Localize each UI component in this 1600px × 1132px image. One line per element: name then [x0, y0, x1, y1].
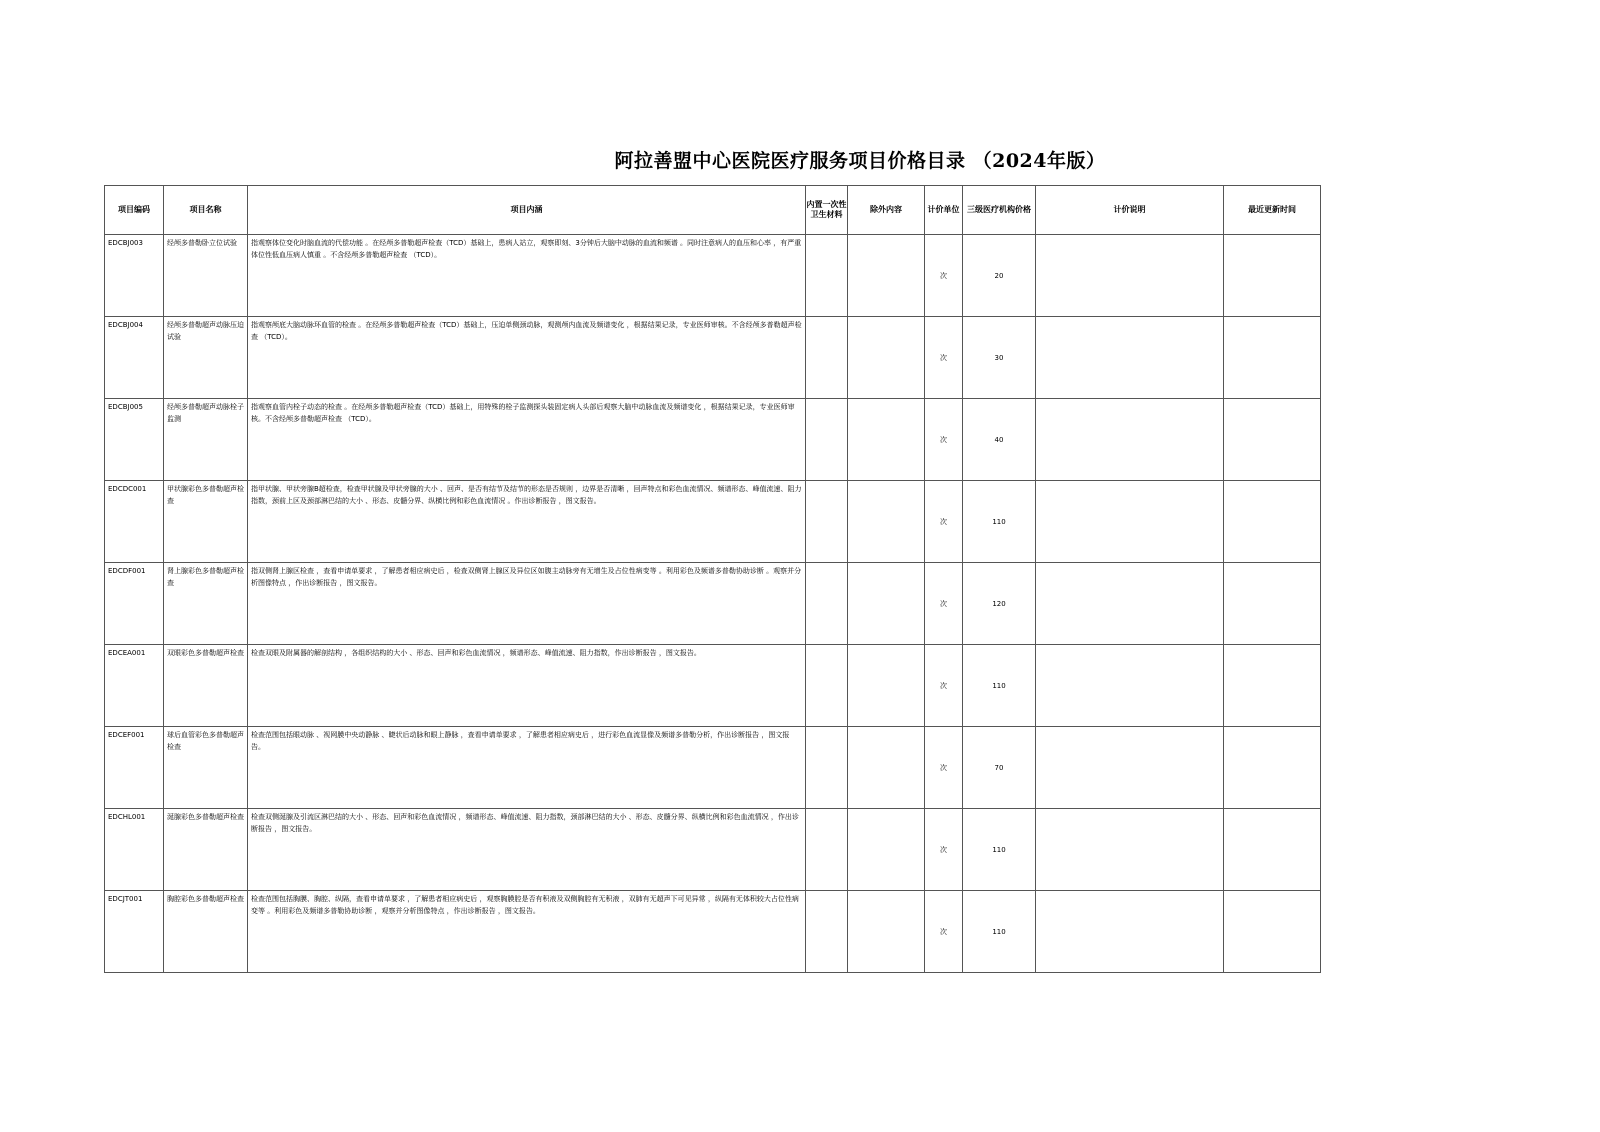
- item-material: [806, 399, 848, 481]
- item-unit: 次: [925, 891, 963, 973]
- header-content: 项目内涵: [248, 186, 806, 235]
- table-row: [105, 399, 1321, 481]
- table-row: [105, 481, 1321, 563]
- item-name: 经颅多普勒卧立位试验: [164, 235, 248, 317]
- item-price: 40: [963, 399, 1036, 481]
- header-note: 计价说明: [1036, 186, 1224, 235]
- item-updated: [1224, 727, 1321, 809]
- item-name: 甲状腺彩色多普勒超声检查: [164, 481, 248, 563]
- item-content: 指观察体位变化时脑血流的代偿功能 。在经颅多普勒超声检查（TCD）基础上，患病人站立，观察即刻、3分钟后大脑中动脉的血流和频谱 。同时注意病人的血压和心率 ，有严重体位性低血压病人慎重 。不含经颅多普勒超声检查 （TCD）。: [248, 235, 806, 317]
- item-code: EDCHL001: [105, 809, 164, 891]
- item-note: [1036, 563, 1224, 645]
- item-material: [806, 481, 848, 563]
- item-note: [1036, 235, 1224, 317]
- item-excluded: [848, 645, 925, 727]
- item-code: EDCEF001: [105, 727, 164, 809]
- page-title: 阿拉善盟中心医院医疗服务项目价格目录 （2024年版）: [614, 150, 1106, 172]
- item-material: [806, 563, 848, 645]
- header-updated: 最近更新时间: [1224, 186, 1321, 235]
- item-code: EDCDC001: [105, 481, 164, 563]
- item-content: 指双侧肾上腺区检查 ，查看申请单要求 ，了解患者相应病史后 ，检查双侧肾上腺区及异位区如腹主动脉旁有无增生及占位性病变等 。利用彩色及频谱多普勒协助诊断 。观察并分析图像特点 ，作出诊断报告 ，图文报告。: [248, 563, 806, 645]
- item-material: [806, 645, 848, 727]
- item-material: [806, 317, 848, 399]
- item-content: 指甲状腺、甲状旁腺B超检查，检查甲状腺及甲状旁腺的大小 、回声、是否有结节及结节的形态是否规则 ，边界是否清晰 ，回声特点和彩色血流情况、频谱形态、峰值流速、阻力指数，颈前上区及颈部淋巴结的大小 、形态、皮髓分界、纵横比例和彩色血流情况 。作出诊断报告 ，图文报告。: [248, 481, 806, 563]
- item-updated: [1224, 481, 1321, 563]
- item-name: 肾上腺彩色多普勒超声检查: [164, 563, 248, 645]
- item-name: 双眼彩色多普勒超声检查: [164, 645, 248, 727]
- header-row: [105, 186, 1321, 235]
- price-table: [104, 185, 1321, 973]
- item-unit: 次: [925, 235, 963, 317]
- item-content: 指观察颅底大脑动脉环血管的检查 。在经颅多普勒超声检查（TCD）基础上，压迫单侧颈动脉，观测颅内血流及频谱变化 ，根据结果记录，专业医师审核。不含经颅多普勒超声检查 （TCD）。: [248, 317, 806, 399]
- table-row: [105, 235, 1321, 317]
- item-material: [806, 891, 848, 973]
- item-excluded: [848, 317, 925, 399]
- item-content: 检查范围包括眼动脉 、视网膜中央动静脉 、睫状后动脉和眼上静脉 ，查看申请单要求 ，了解患者相应病史后 ，进行彩色血流显像及频谱多普勒分析，作出诊断报告 ，图文报告。: [248, 727, 806, 809]
- table-row: [105, 891, 1321, 973]
- item-unit: 次: [925, 727, 963, 809]
- table-row: [105, 645, 1321, 727]
- item-price: 110: [963, 481, 1036, 563]
- item-updated: [1224, 399, 1321, 481]
- item-note: [1036, 317, 1224, 399]
- item-excluded: [848, 481, 925, 563]
- item-price: 110: [963, 645, 1036, 727]
- item-price: 20: [963, 235, 1036, 317]
- item-note: [1036, 891, 1224, 973]
- item-material: [806, 235, 848, 317]
- header-name: 项目名称: [164, 186, 248, 235]
- item-name: 经颅多普勒超声动脉压迫试验: [164, 317, 248, 399]
- header-code: 项目编码: [105, 186, 164, 235]
- item-code: EDCBJ004: [105, 317, 164, 399]
- item-note: [1036, 481, 1224, 563]
- item-note: [1036, 645, 1224, 727]
- item-unit: 次: [925, 809, 963, 891]
- item-excluded: [848, 891, 925, 973]
- item-excluded: [848, 727, 925, 809]
- item-excluded: [848, 809, 925, 891]
- item-updated: [1224, 563, 1321, 645]
- item-name: 涎腺彩色多普勒超声检查: [164, 809, 248, 891]
- item-name: 球后血管彩色多普勒超声检查: [164, 727, 248, 809]
- table-row: [105, 809, 1321, 891]
- item-updated: [1224, 809, 1321, 891]
- item-excluded: [848, 399, 925, 481]
- item-unit: 次: [925, 481, 963, 563]
- item-updated: [1224, 645, 1321, 727]
- item-code: EDCJT001: [105, 891, 164, 973]
- item-updated: [1224, 317, 1321, 399]
- item-excluded: [848, 563, 925, 645]
- table-row: [105, 317, 1321, 399]
- table-row: [105, 727, 1321, 809]
- item-code: EDCBJ003: [105, 235, 164, 317]
- item-note: [1036, 399, 1224, 481]
- item-updated: [1224, 891, 1321, 973]
- item-material: [806, 809, 848, 891]
- item-name: 经颅多普勒超声动脉栓子监测: [164, 399, 248, 481]
- item-note: [1036, 809, 1224, 891]
- header-material: 内置一次性卫生材料: [806, 186, 848, 235]
- item-note: [1036, 727, 1224, 809]
- item-unit: 次: [925, 317, 963, 399]
- item-material: [806, 727, 848, 809]
- item-updated: [1224, 235, 1321, 317]
- item-price: 110: [963, 891, 1036, 973]
- item-content: 检查范围包括胸膜、胸腔、纵隔，查看申请单要求 ，了解患者相应病史后 ，观察胸膜腔是否有积液及双侧胸腔有无积液 ，双肺有无超声下可见异常 ，纵隔有无体积较大占位性病变等 。利用彩色及频谱多普勒协助诊断 ，观察并分析图像特点 ，作出诊断报告 ，图文报告。: [248, 891, 806, 973]
- item-unit: 次: [925, 399, 963, 481]
- item-price: 30: [963, 317, 1036, 399]
- item-content: 检查双侧涎腺及引流区淋巴结的大小 、形态、回声和彩色血流情况 ，频谱形态、峰值流速、阻力指数，颈部淋巴结的大小 、形态、皮髓分界、纵横比例和彩色血流情况 ，作出诊断报告 ，图文报告。: [248, 809, 806, 891]
- item-excluded: [848, 235, 925, 317]
- item-unit: 次: [925, 563, 963, 645]
- header-unit: 计价单位: [925, 186, 963, 235]
- item-code: EDCEA001: [105, 645, 164, 727]
- header-price: 三级医疗机构价格: [963, 186, 1036, 235]
- table-row: [105, 563, 1321, 645]
- header-excluded: 除外内容: [848, 186, 925, 235]
- item-code: EDCBJ005: [105, 399, 164, 481]
- item-content: 检查双眼及附属器的解剖结构 ，各组织结构的大小 、形态、回声和彩色血流情况 ，频谱形态、峰值流速、阻力指数，作出诊断报告 ，图文报告。: [248, 645, 806, 727]
- item-content: 指观察血管内栓子动态的检查 。在经颅多普勒超声检查（TCD）基础上，用特殊的栓子监测探头装固定病人头部后观察大脑中动脉血流及频谱变化 ，根据结果记录，专业医师审核。不含经颅多普勒超声检查 （TCD）。: [248, 399, 806, 481]
- item-price: 120: [963, 563, 1036, 645]
- item-name: 胸腔彩色多普勒超声检查: [164, 891, 248, 973]
- item-code: EDCDF001: [105, 563, 164, 645]
- item-price: 110: [963, 809, 1036, 891]
- item-unit: 次: [925, 645, 963, 727]
- item-price: 70: [963, 727, 1036, 809]
